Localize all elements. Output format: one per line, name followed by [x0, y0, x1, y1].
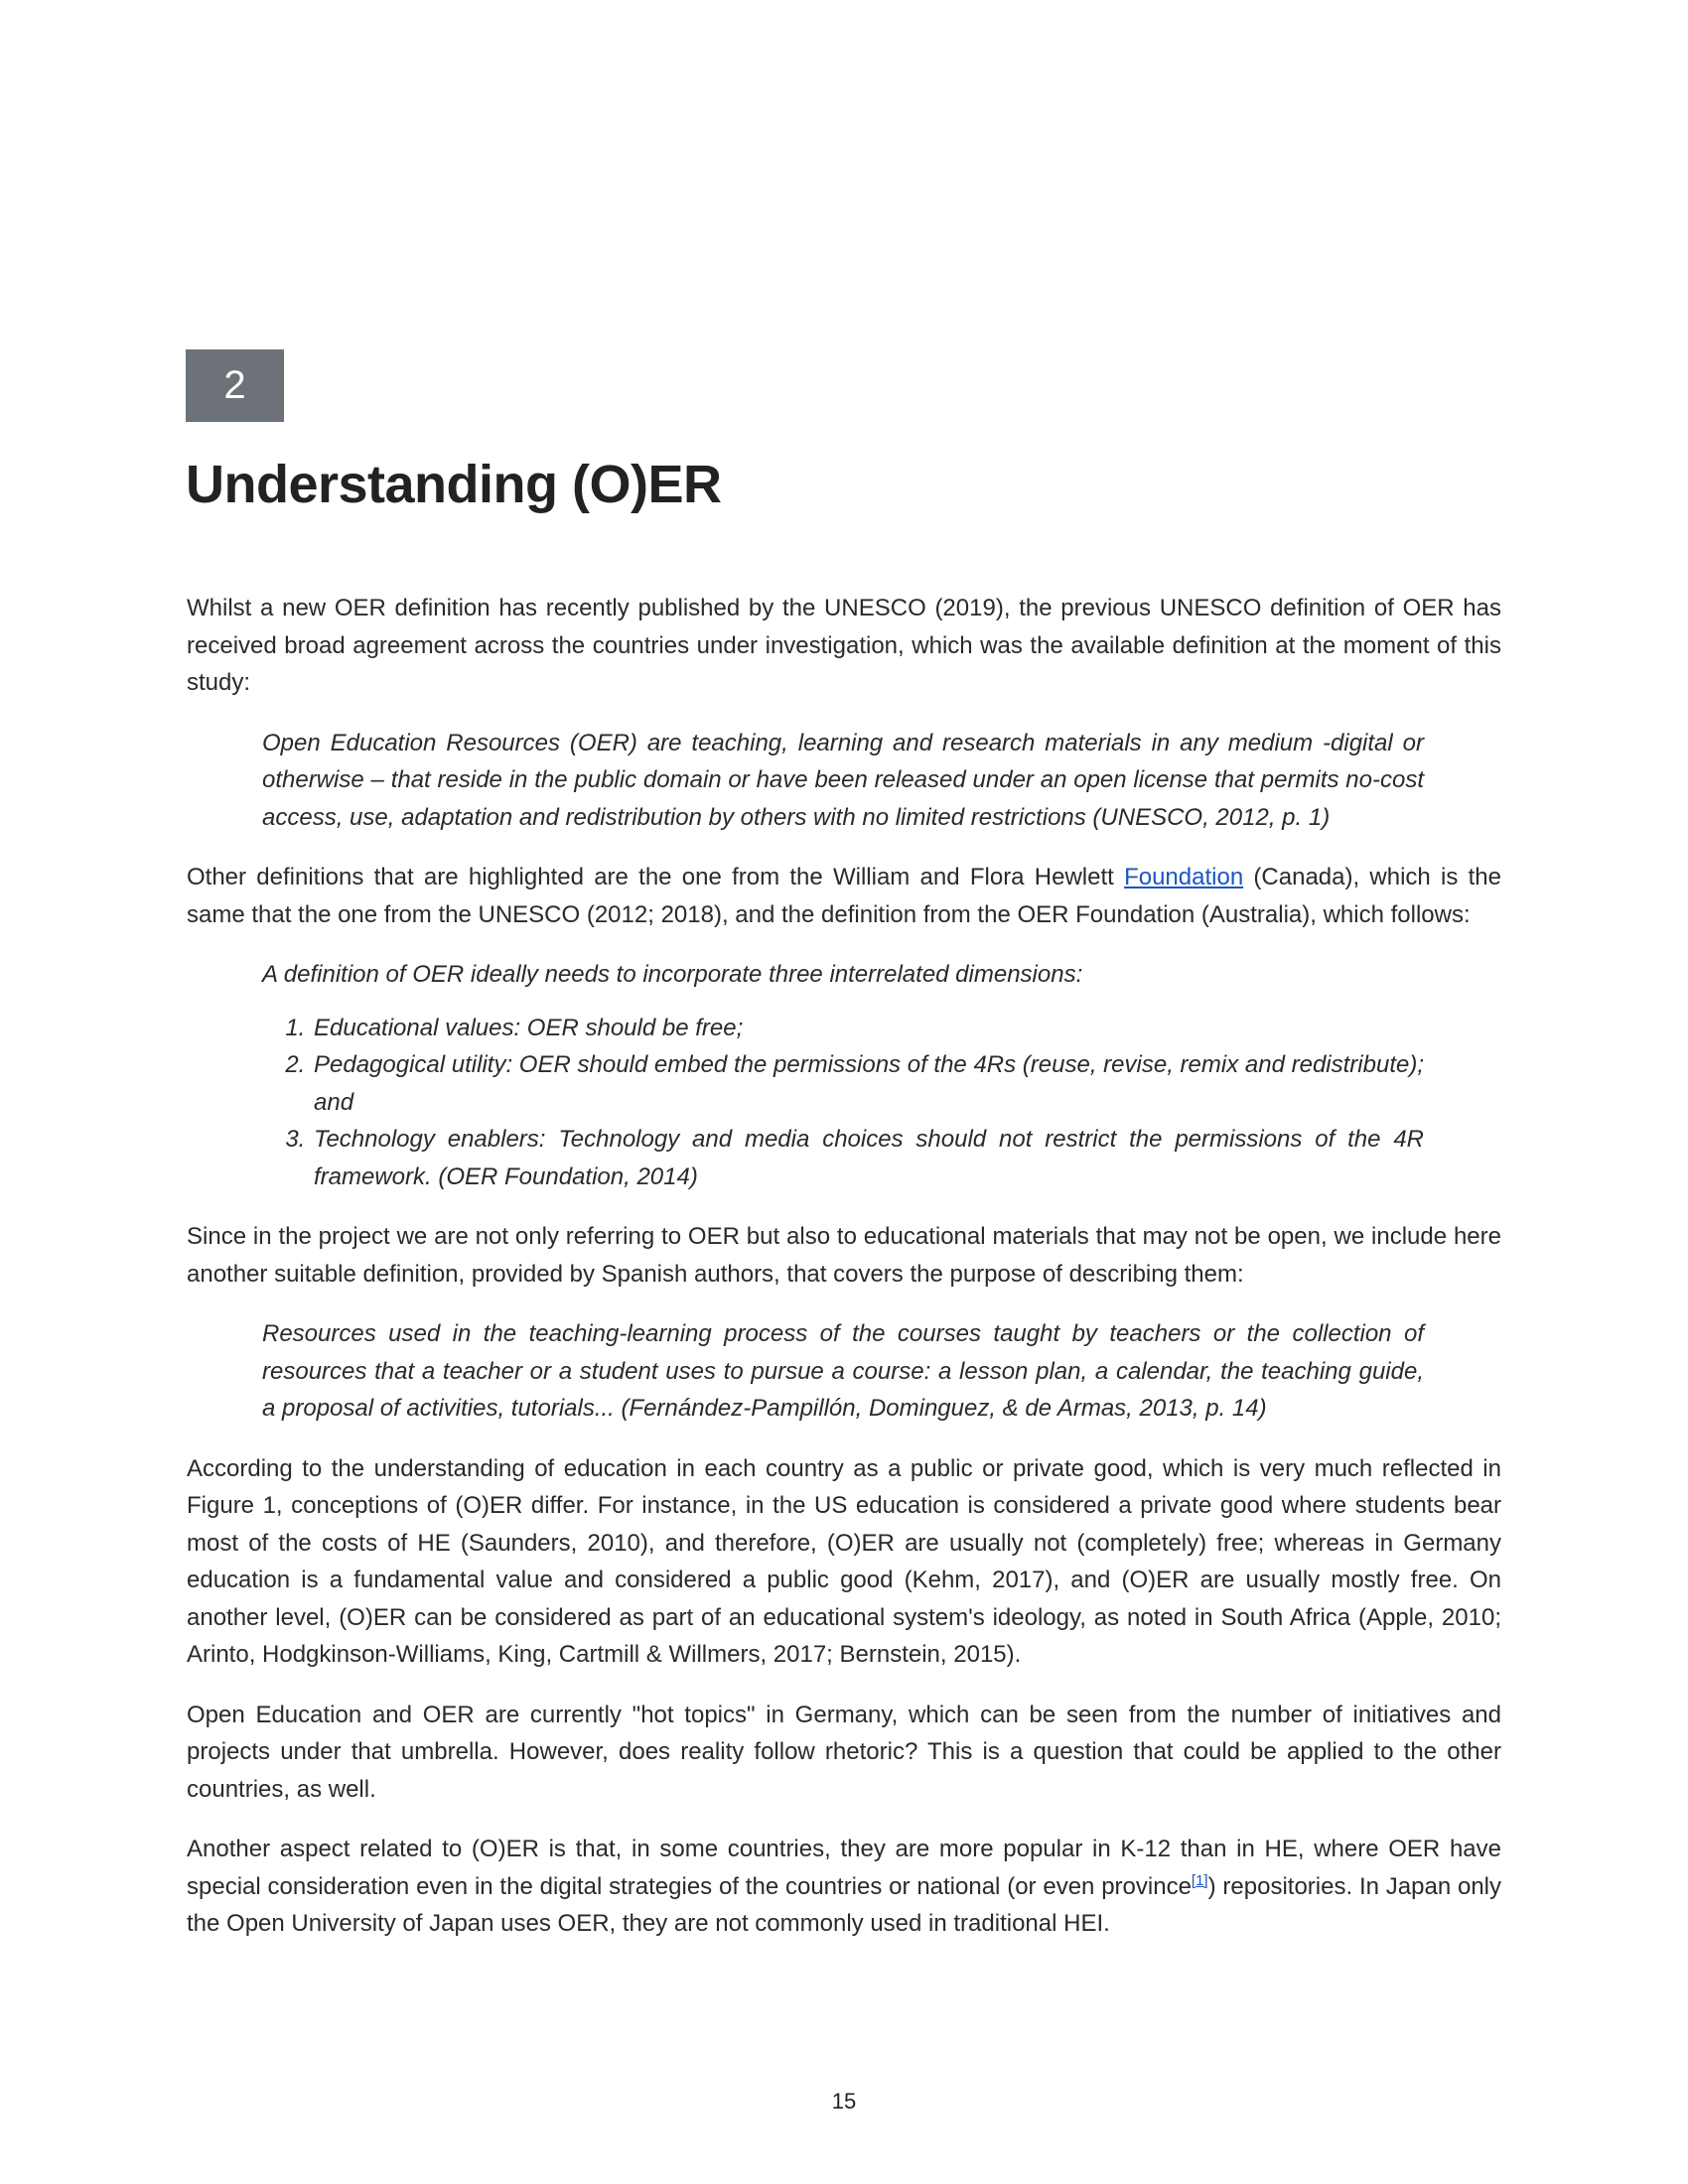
- footnote-marker: [1192, 1872, 1208, 1889]
- chapter-body: [187, 590, 1501, 1966]
- chapter-number-badge: 2: [186, 349, 284, 422]
- paragraph-text: (Canada), which is the same that the one from the UNESCO (2012; 2018), and the definition from the OER Foundation (Australia), which follows:: [187, 864, 1501, 928]
- list-item: 1. Educational values: OER should be free;: [312, 1010, 1424, 1047]
- foundation-link[interactable]: Foundation: [1124, 864, 1244, 890]
- blockquote-spanish-definition: Resources used in the teaching-learning process of the courses taught by teachers or the collection of resources that a teacher or a student uses to pursue a course: a lesson plan, a calendar, the teaching guide, a proposal of activities, tutorials... (Fernández-Pampillón, Dominguez, & de Armas, 2013, p. 14): [262, 1320, 1424, 1422]
- paragraph-k12-vs-he: [187, 1831, 1501, 1943]
- page-number: 15: [831, 2089, 857, 2114]
- list-item: 2. Pedagogical utility: OER should embed the permissions of the 4Rs (reuse, revise, remix and redistribute); and: [312, 1046, 1424, 1121]
- list-item: 3. Technology enablers: Technology and media choices should not restrict the permissions of the 4R framework. (OER Foundation, 2014): [312, 1121, 1424, 1195]
- paragraph-text: Another aspect related to (O)ER is that, in some countries, they are more popular in K-12 than in HE, where OER have special consideration even in the digital strategies of the countries or national (or even province: [187, 1836, 1501, 1900]
- blockquote-unesco-definition: Open Education Resources (OER) are teaching, learning and research materials in any medium -digital or otherwise – that reside in the public domain or have been released under an open license that permits no-cost access, use, adaptation and redistribution by others with no limited restrictions (UNESCO, 2012, p. 1): [262, 729, 1424, 831]
- paragraph-intro: Whilst a new OER definition has recently published by the UNESCO (2019), the previous UNESCO definition of OER has received broad agreement across the countries under investigation, which was the available definition at the moment of this study:: [187, 595, 1501, 696]
- paragraph-spanish-definition-intro: Since in the project we are not only referring to OER but also to educational materials that may not be open, we include here another suitable definition, provided by Spanish authors, that covers the purpose of describing them:: [187, 1223, 1501, 1288]
- paragraph-other-definitions: [187, 859, 1501, 933]
- blockquote-oer-foundation-intro: A definition of OER ideally needs to incorporate three interrelated dimensions:: [262, 961, 1083, 988]
- paragraph-hot-topics: Open Education and OER are currently "hot topics" in Germany, which can be seen from the number of initiatives and projects under that umbrella. However, does reality follow rhetoric? This is a question that could be applied to the other countries, as well.: [187, 1701, 1501, 1803]
- chapter-title: Understanding (O)ER: [186, 455, 722, 514]
- paragraph-text: ) repositories. In Japan only the Open University of Japan uses OER, they are not commonly used in traditional HEI.: [187, 1872, 1501, 1937]
- paragraph-text: Other definitions that are highlighted are the one from the William and Flora Hewlett: [187, 864, 1125, 890]
- oer-dimensions-list: [262, 1010, 1424, 1196]
- paragraph-public-private-good: According to the understanding of education in each country as a public or private good, which is very much reflected in Figure 1, conceptions of (O)ER differ. For instance, in the US education is considered a private good where students bear most of the costs of HE (Saunders, 2010), and therefore, (O)ER are usually not (completely) free; whereas in Germany education is a fundamental value and considered a public good (Kehm, 2017), and (O)ER are usually mostly free. On another level, (O)ER can be considered as part of an educational system's ideology, as noted in South Africa (Apple, 2010; Arinto, Hodgkinson-Williams, King, Cartmill & Willmers, 2017; Bernstein, 2015).: [187, 1454, 1501, 1668]
- footnote-link[interactable]: [1]: [1191, 1871, 1208, 1889]
